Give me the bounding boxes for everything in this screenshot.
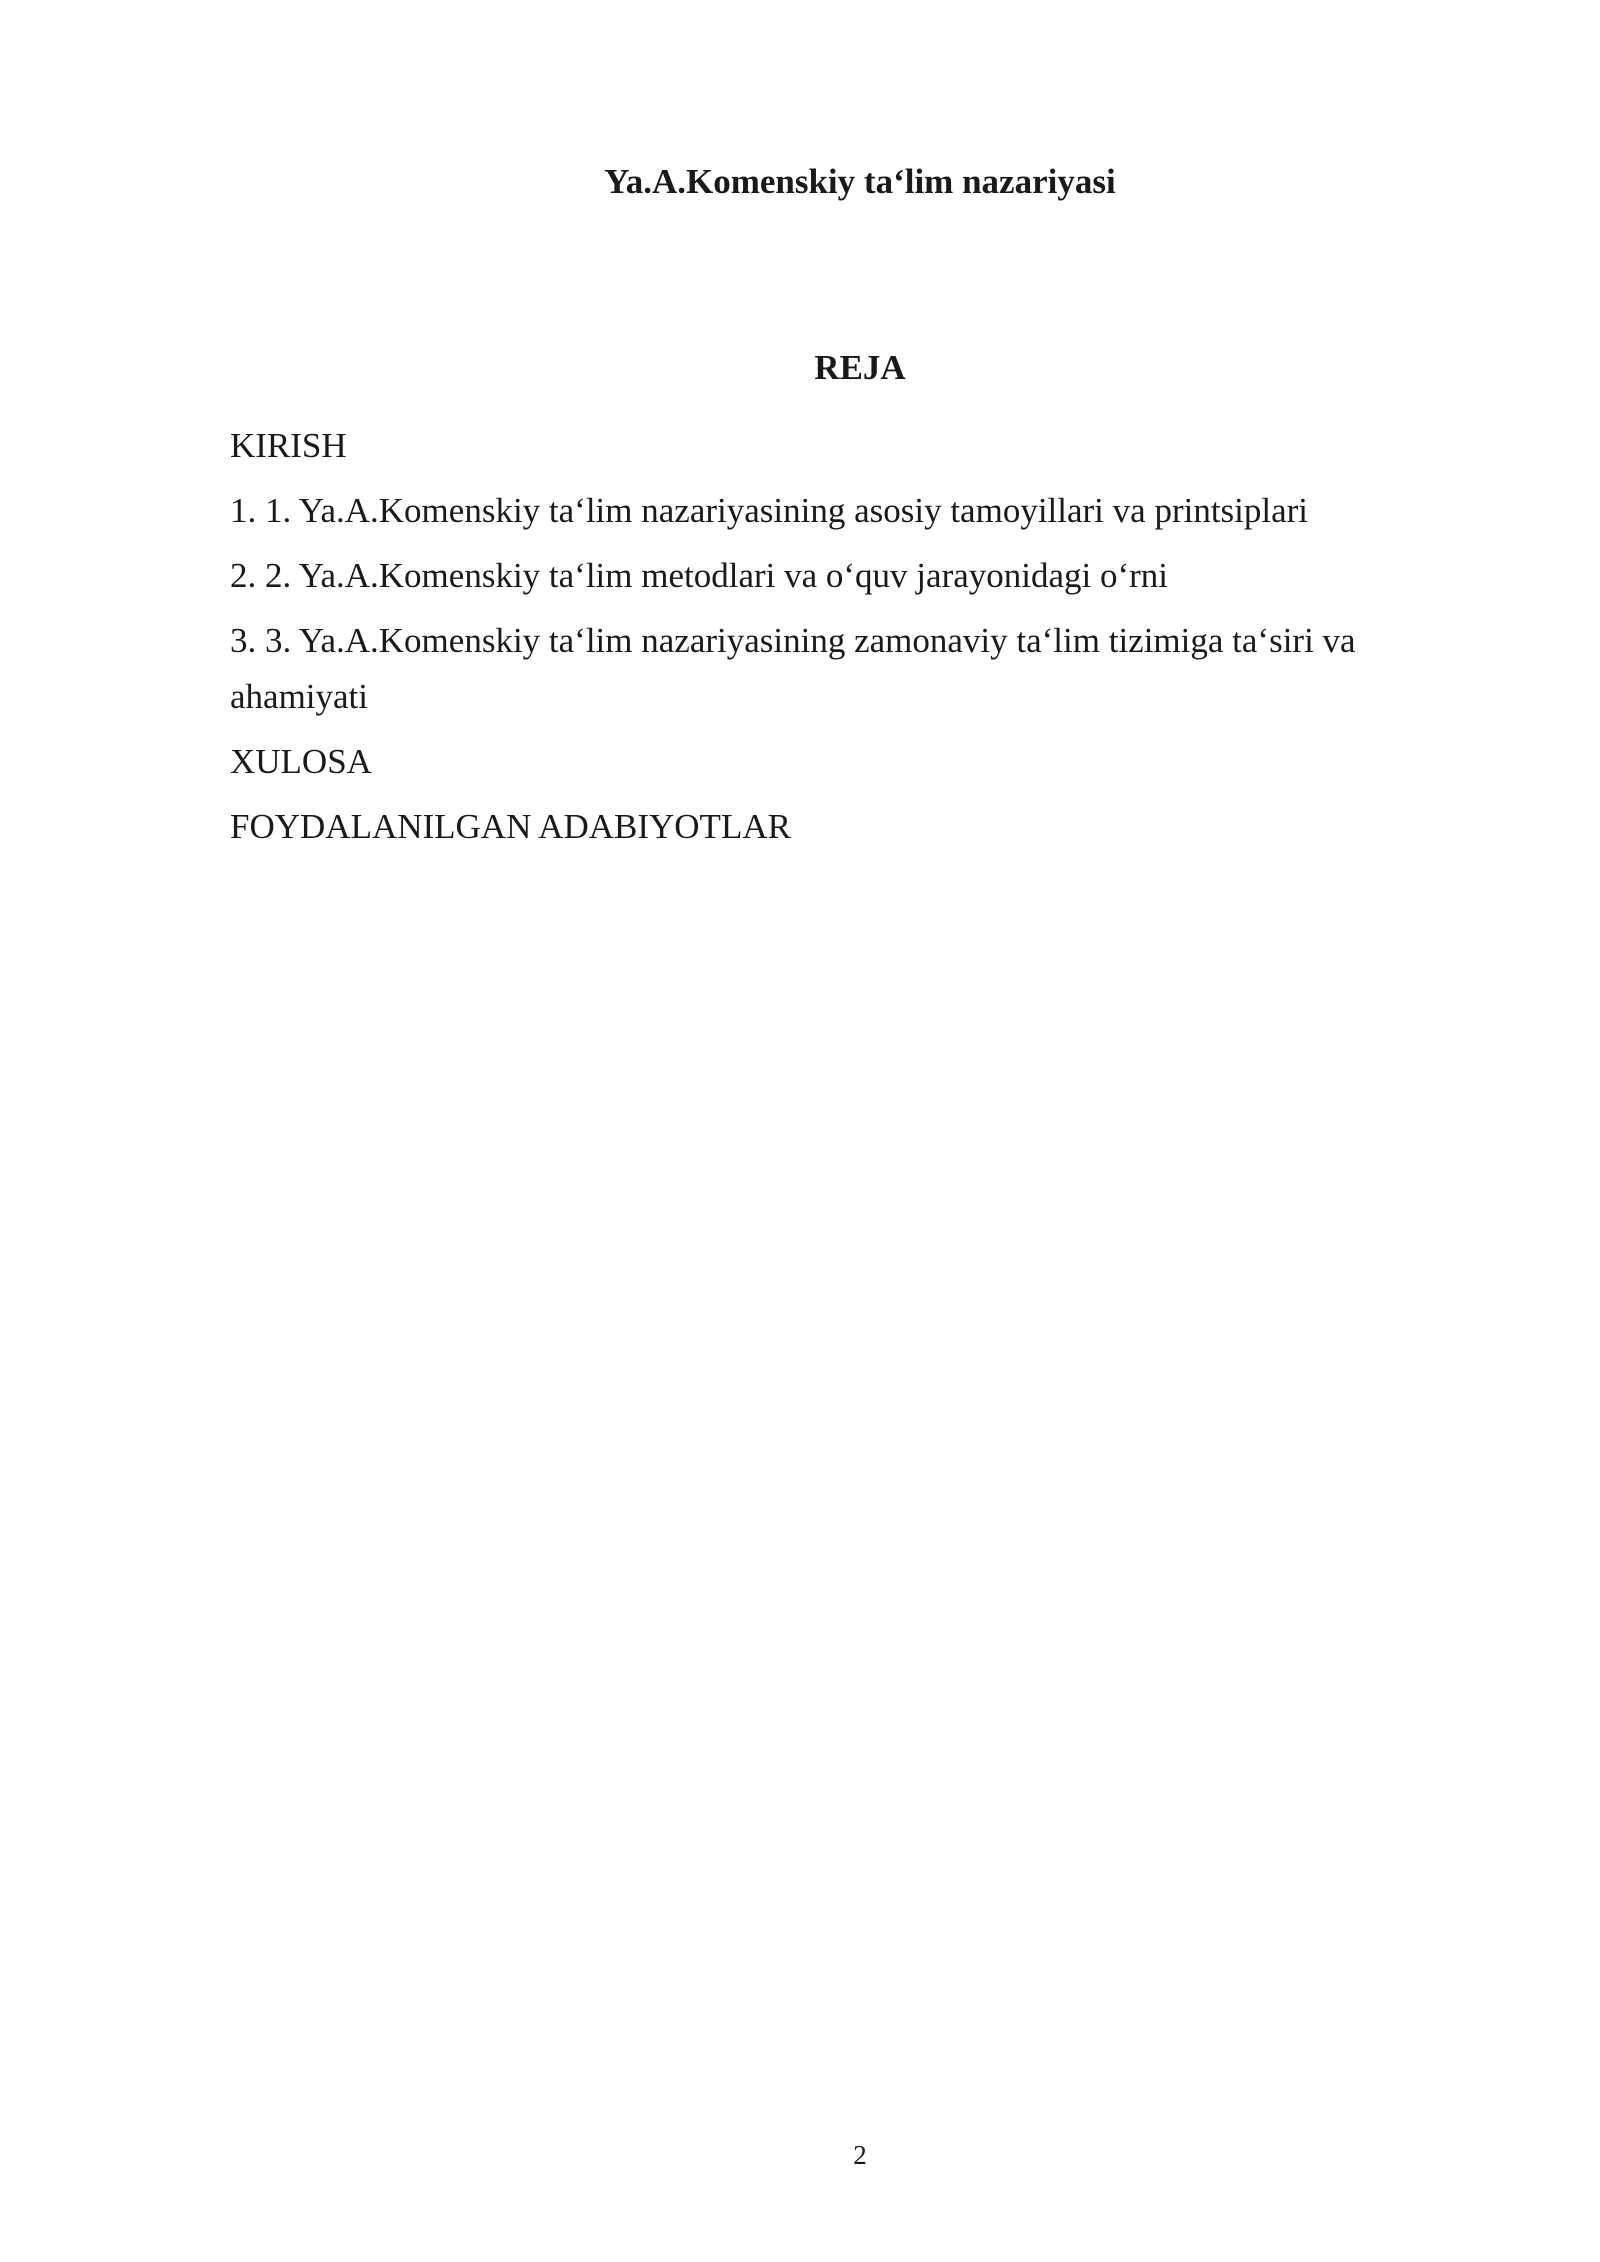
plan-item-introduction: KIRISH xyxy=(230,426,347,465)
plan-item-conclusion: XULOSA xyxy=(230,742,372,781)
plan-item-1: 1. 1. Ya.A.Komenskiy ta‘lim nazariyasining asosiy tamoyillari va printsiplari xyxy=(230,491,1309,530)
plan-item-2: 2. 2. Ya.A.Komenskiy ta‘lim metodlari va o‘quv jarayonidagi o‘rni xyxy=(230,556,1169,595)
page-number: 2 xyxy=(853,2140,867,2170)
document-title: Ya.A.Komenskiy ta‘lim nazariyasi xyxy=(604,162,1116,201)
plan-list xyxy=(230,418,1460,864)
plan-item-references: FOYDALANILGAN ADABIYOTLAR xyxy=(230,807,791,846)
plan-item-3: 3. 3. Ya.A.Komenskiy ta‘lim nazariyasining zamonaviy ta‘lim tizimiga ta‘siri va ahamiyati xyxy=(230,621,1356,716)
plan-heading: REJA xyxy=(814,348,906,387)
